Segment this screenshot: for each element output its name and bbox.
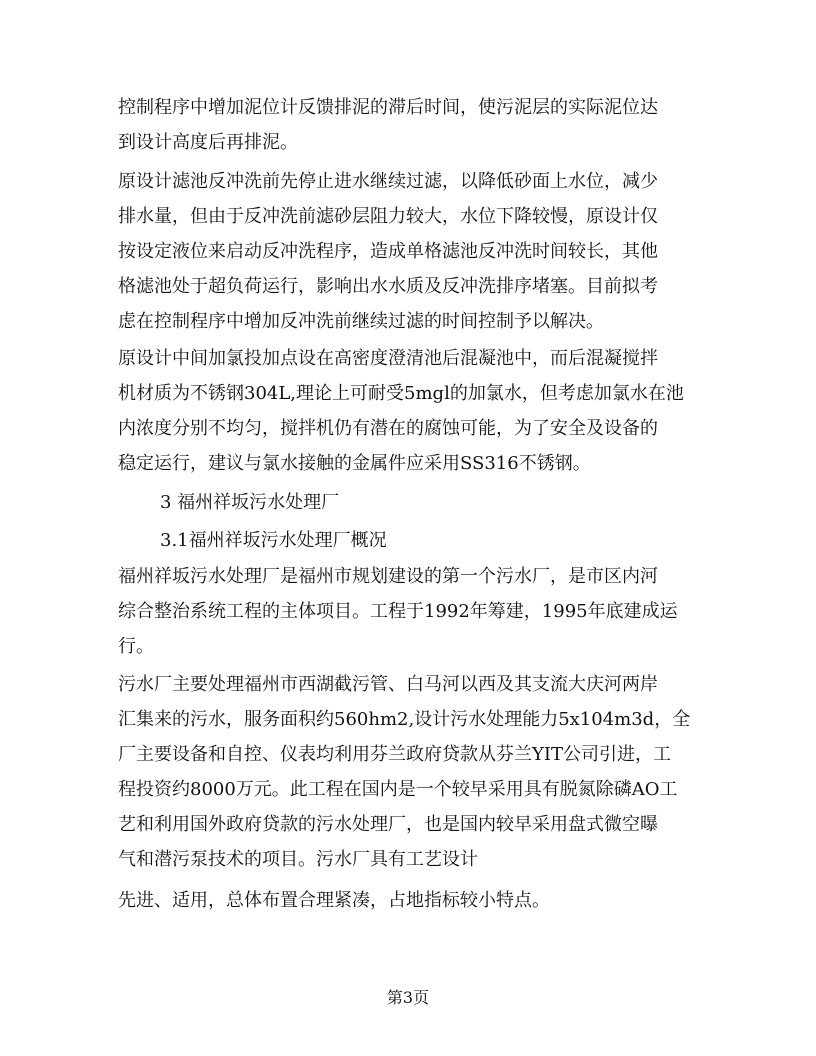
body-text-line: 气和潜污泵技术的项目。污水厂具有工艺设计 <box>118 849 478 870</box>
body-text-line: 艺和利用国外政府贷款的污水处理厂，也是国内较早采用盘式微空曝 <box>118 814 658 835</box>
body-text-line: 汇集来的污水，服务面积约560hm2,设计污水处理能力5x104m3d，全 <box>118 709 691 730</box>
body-text-line: 机材质为不锈钢304L,理论上可耐受5mgl的加氯水，但考虑加氯水在池 <box>118 383 684 404</box>
body-text-line: 原设计滤池反冲洗前先停止进水继续过滤，以降低砂面上水位，减少 <box>118 171 658 192</box>
body-text-line: 污水厂主要处理福州市西湖截污管、白马河以西及其支流大庆河两岸 <box>118 674 658 695</box>
body-text-line: 福州祥坂污水处理厂是福州市规划建设的第一个污水厂，是市区内河 <box>118 566 658 587</box>
body-text-line: 稳定运行，建议与氯水接触的金属件应采用SS316不锈钢。 <box>118 453 591 474</box>
body-text-line: 先进、适用，总体布置合理紧凑，占地指标较小特点。 <box>118 890 550 911</box>
body-text-line: 厂主要设备和自控、仪表均利用芬兰政府贷款从芬兰YIT公司引进，工 <box>118 744 671 765</box>
body-text-line: 虑在控制程序中增加反冲洗前继续过滤的时间控制予以解决。 <box>118 311 604 332</box>
body-text-line: 到设计高度后再排泥。 <box>118 132 298 153</box>
subsection-heading: 3.1福州祥坂污水处理厂概况 <box>160 530 387 551</box>
body-text-line: 原设计中间加氯投加点设在高密度澄清池后混凝池中，而后混凝搅拌 <box>118 348 658 369</box>
body-text-line: 程投资约8000万元。此工程在国内是一个较早采用具有脱氮除磷AO工 <box>118 779 678 800</box>
page-number: 第3页 <box>386 988 430 1007</box>
body-text-line: 按设定液位来启动反冲洗程序，造成单格滤池反冲洗时间较长，其他 <box>118 241 658 262</box>
section-heading: 3 福州祥坂污水处理厂 <box>160 492 340 513</box>
body-text-line: 格滤池处于超负荷运行，影响出水水质及反冲洗排序堵塞。目前拟考 <box>118 276 658 297</box>
body-text-line: 控制程序中增加泥位计反馈排泥的滞后时间，使污泥层的实际泥位达 <box>118 97 658 118</box>
body-text-line: 行。 <box>118 636 154 657</box>
body-text-line: 内浓度分别不均匀，搅拌机仍有潜在的腐蚀可能，为了安全及设备的 <box>118 418 658 439</box>
body-text-line: 综合整治系统工程的主体项目。工程于1992年筹建，1995年底建成运 <box>118 601 678 622</box>
body-text-line: 排水量，但由于反冲洗前滤砂层阻力较大，水位下降较慢，原设计仅 <box>118 206 658 227</box>
